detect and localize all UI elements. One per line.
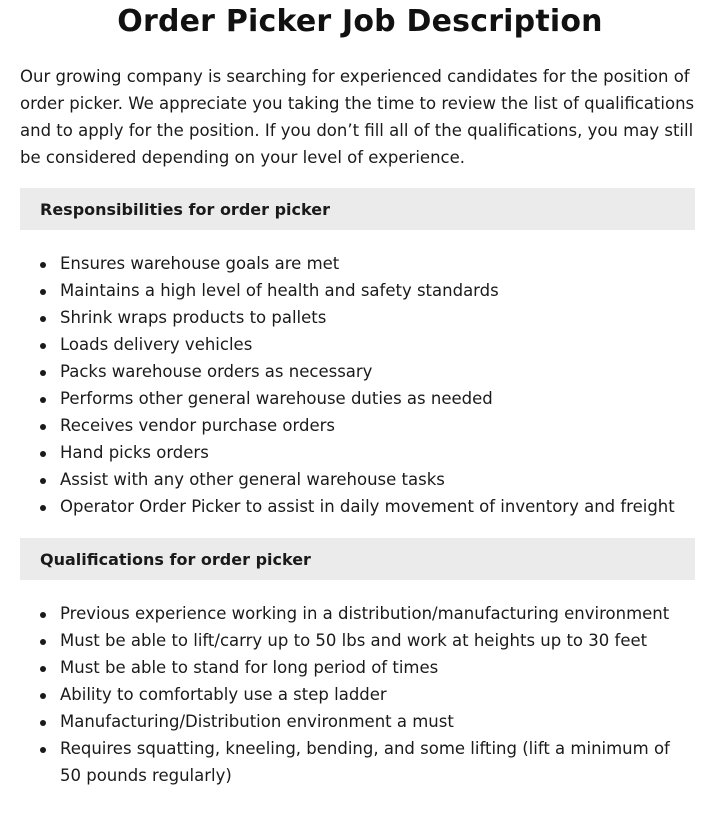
bullet-icon	[40, 612, 46, 618]
list-item-text: Assist with any other general warehouse tasks	[60, 470, 445, 489]
list-item	[20, 277, 696, 304]
list-item-text: Must be able to lift/carry up to 50 lbs and work at heights up to 30 feet	[60, 631, 648, 650]
list-item	[20, 331, 696, 358]
bullet-icon	[40, 747, 46, 753]
list-item-text: Requires squatting, kneeling, bending, and some lifting (lift a minimum of 50 pounds regularly)	[60, 739, 670, 785]
list-item-text: Ability to comfortably use a step ladder	[60, 685, 387, 704]
responsibilities-list	[20, 250, 696, 520]
list-item	[20, 439, 696, 466]
list-item-text: Operator Order Picker to assist in daily movement of inventory and freight	[60, 497, 675, 516]
list-item-text: Receives vendor purchase orders	[60, 416, 335, 435]
list-item-text: Shrink wraps products to pallets	[60, 308, 327, 327]
bullet-icon	[40, 478, 46, 484]
bullet-icon	[40, 316, 46, 322]
list-item	[20, 250, 696, 277]
responsibilities-heading: Responsibilities for order picker	[40, 199, 330, 219]
list-item-text: Manufacturing/Distribution environment a must	[60, 712, 454, 731]
list-item	[20, 466, 696, 493]
bullet-icon	[40, 424, 46, 430]
list-item	[20, 735, 696, 789]
list-item	[20, 304, 696, 331]
list-item-text: Loads delivery vehicles	[60, 335, 253, 354]
bullet-icon	[40, 451, 46, 457]
list-item	[20, 681, 696, 708]
qualifications-list	[20, 600, 696, 789]
bullet-icon	[40, 639, 46, 645]
bullet-icon	[40, 505, 46, 511]
bullet-icon	[40, 693, 46, 699]
responsibilities-header	[20, 188, 695, 230]
list-item-text: Ensures warehouse goals are met	[60, 254, 340, 273]
list-item-text: Performs other general warehouse duties as needed	[60, 389, 493, 408]
list-item-text: Previous experience working in a distribution/manufacturing environment	[60, 604, 670, 623]
list-item-text: Maintains a high level of health and safety standards	[60, 281, 499, 300]
bullet-icon	[40, 720, 46, 726]
list-item	[20, 708, 696, 735]
page-title: Order Picker Job Description	[117, 4, 603, 39]
bullet-icon	[40, 397, 46, 403]
list-item	[20, 600, 696, 627]
list-item	[20, 385, 696, 412]
list-item	[20, 358, 696, 385]
bullet-icon	[40, 289, 46, 295]
list-item	[20, 412, 696, 439]
qualifications-heading: Qualifications for order picker	[40, 549, 311, 569]
list-item	[20, 493, 696, 520]
bullet-icon	[40, 666, 46, 672]
bullet-icon	[40, 343, 46, 349]
list-item-text: Packs warehouse orders as necessary	[60, 362, 373, 381]
intro-paragraph: Our growing company is searching for experienced candidates for the position of order picker. We appreciate you taking the time to review the list of qualifications and to apply for the position. If you don’t fill all of the qualifications, you may still be considered depending on your level of experience.	[20, 67, 695, 167]
list-item-text: Must be able to stand for long period of times	[60, 658, 439, 677]
list-item	[20, 654, 696, 681]
list-item	[20, 627, 696, 654]
bullet-icon	[40, 262, 46, 268]
qualifications-header	[20, 538, 695, 580]
bullet-icon	[40, 370, 46, 376]
list-item-text: Hand picks orders	[60, 443, 209, 462]
